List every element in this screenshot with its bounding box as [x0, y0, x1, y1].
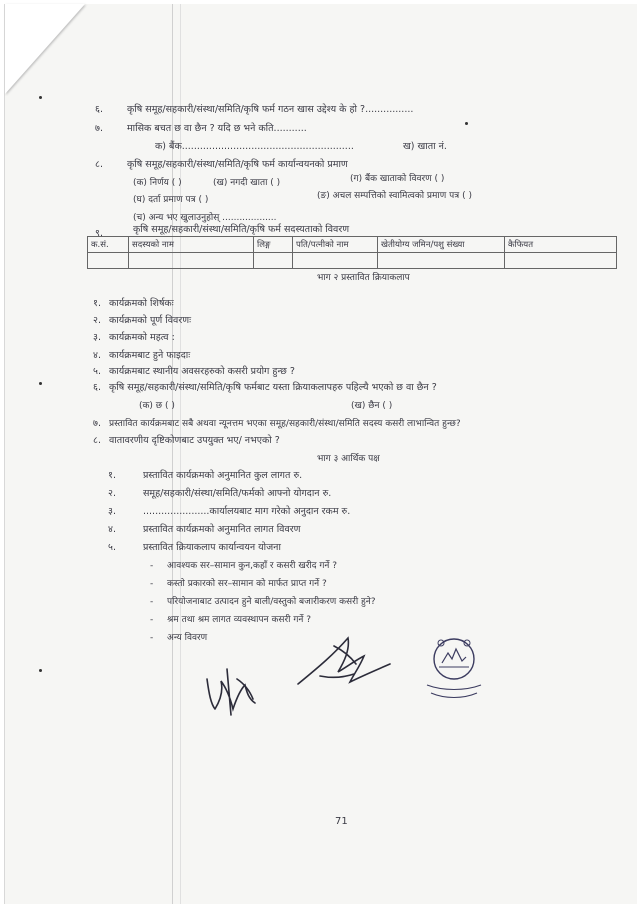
item-number: ३.	[93, 332, 101, 343]
savings-question: मासिक बचत छ वा छैन ? यदि छ भने कति...........	[127, 123, 307, 134]
total-cost: प्रस्तावित कार्यक्रमको अनुमानित कुल लागत रु.	[143, 470, 303, 481]
part3-heading: भाग ३ आर्थिक पक्ष	[317, 454, 380, 464]
proof-option-registration: (घ) दर्ता प्रमाण पत्र ( )	[133, 195, 209, 205]
item-number: ५.	[93, 366, 101, 377]
proof-option-other: (च) अन्य भए खुलाउनुहोस् ...................	[133, 213, 277, 223]
col-remarks: कैफियत	[505, 237, 617, 253]
option-no: (ख) छैन ( )	[351, 401, 393, 411]
bullet-dash: -	[150, 597, 154, 607]
plan-item-other: अन्य विवरण	[167, 633, 208, 643]
col-spouse-name: पति/पत्नीको नाम	[293, 237, 378, 253]
item-number: ६.	[95, 104, 103, 115]
col-serial: क.सं.	[88, 237, 129, 253]
objective-question: कृषि समूह/सहकारी/संस्था/समिति/कृषि फर्म गठन खास उद्देश्य के हो ?................	[127, 104, 414, 115]
bullet-dash: -	[150, 633, 154, 643]
bullet-dash: -	[150, 615, 154, 625]
own-contribution: समूह/सहकारी/संस्था/समिति/फर्मको आफ्नो योगदान रु.	[143, 488, 332, 499]
signature-left	[197, 659, 277, 719]
environment-question: वातावरणीय दृष्टिकोणबाट उपयुक्त भए/ नभएको ?	[109, 435, 280, 446]
previous-activities-question: कृषि समूह/सहकारी/संस्था/समिति/कृषि फर्मबाट यस्ता क्रियाकलापहरु पहिल्यै भएको छ वा छैन ?	[109, 382, 437, 393]
ink-speck	[465, 122, 468, 125]
item-number: १.	[108, 470, 116, 481]
membership-question: कृषि समूह/सहकारी/संस्था/समिति/कृषि फर्म सदस्यताको विवरण	[133, 224, 350, 235]
folded-corner	[5, 4, 85, 94]
plan-item-supply-channel: कस्तो प्रकारको सर–सामान को मार्फत प्राप्त गर्ने ?	[167, 579, 327, 589]
plan-item-labor: श्रम तथा श्रम लागत व्यवस्थापन कसरी गर्ने ?	[167, 615, 312, 625]
col-member-name: सदस्यको नाम	[129, 237, 254, 253]
cost-details: प्रस्तावित कार्यक्रमको अनुमानित लागत विवरण	[143, 524, 301, 535]
proof-option-cash-account: (ख) नगदी खाता ( )	[213, 178, 281, 188]
hole-punch-mark	[39, 96, 42, 99]
program-importance: कार्यक्रमको महत्व :	[109, 332, 175, 343]
plan-item-marketing: परियोजनाबाट उत्पादन हुने बाली/वस्तुको बजारीकरण कसरी हुने?	[167, 597, 376, 607]
hole-punch-mark	[39, 382, 42, 385]
item-number: ७.	[93, 418, 101, 429]
item-number: २.	[93, 315, 101, 326]
table-header-row	[88, 237, 617, 253]
proof-option-decision: (क) निर्णय ( )	[133, 178, 182, 188]
proof-option-bank-details: (ग) बैंक खाताको विवरण ( )	[350, 174, 445, 184]
item-number: २.	[108, 488, 116, 499]
part2-heading: भाग २ प्रस्तावित क्रियाकलाप	[317, 273, 410, 283]
scan-line	[180, 4, 181, 904]
item-number: ८.	[93, 435, 101, 446]
item-number: ५.	[108, 542, 116, 553]
membership-table	[87, 236, 617, 269]
program-benefits: कार्यक्रमबाट हुने फाइदाः	[109, 350, 191, 361]
program-title: कार्यक्रमको शिर्षकः	[109, 298, 174, 309]
item-number: ६.	[93, 382, 101, 393]
plan-item-procurement: आवश्यक सर–सामान कुन,कहाँ र कसरी खरीद गर्ने ?	[167, 561, 338, 571]
option-yes: (क) छ ( )	[139, 401, 175, 411]
item-number: १.	[93, 298, 101, 309]
item-number: ३.	[108, 506, 116, 517]
bank-field: क) बैंक.........................................................	[155, 141, 354, 152]
page-number: 71	[335, 816, 348, 827]
item-number: ७.	[95, 123, 103, 134]
col-land-livestock: खेतीयोग्य जमिन/पशु संख्या	[378, 237, 505, 253]
item-number: ८.	[95, 159, 103, 170]
item-number: ४.	[108, 524, 116, 535]
grant-requested: ......................कार्यालयबाट माग गरेको अनुदान रकम रु.	[143, 506, 351, 517]
implementation-plan: प्रस्तावित क्रियाकलाप कार्यान्वयन योजना	[143, 542, 281, 553]
hole-punch-mark	[39, 669, 42, 672]
bullet-dash: -	[150, 561, 154, 571]
proof-option-property: (ङ) अचल सम्पत्तिको स्वामित्वको प्रमाण पत्र ( )	[317, 191, 472, 201]
government-seal-stamp	[417, 629, 491, 703]
signature-right	[290, 626, 400, 698]
col-gender: लिङ्ग	[254, 237, 293, 253]
document-page	[4, 4, 637, 904]
scan-line	[172, 4, 173, 904]
beneficiary-question: प्रस्तावित कार्यक्रमबाट सबै अथवा न्यूनत्तम भएका समूह/सहकारी/संस्था/समिति सदस्य कसरी लाभान्वित हुन्छ?	[109, 419, 461, 429]
implementation-proof-question: कृषि समूह/सहकारी/संस्था/समिति/कृषि फर्म कार्यान्वयनको प्रमाण	[127, 159, 348, 170]
local-opportunities-question: कार्यक्रमबाट स्थानीय अवसरहरुको कसरी प्रयोग हुन्छ ?	[109, 366, 295, 377]
item-number: ४.	[93, 350, 101, 361]
item-number: ९.	[95, 228, 103, 239]
table-row	[88, 253, 617, 269]
program-details: कार्यक्रमको पूर्ण विवरणः	[109, 315, 192, 326]
account-number-field: ख) खाता नं.	[403, 141, 447, 152]
bullet-dash: -	[150, 579, 154, 589]
